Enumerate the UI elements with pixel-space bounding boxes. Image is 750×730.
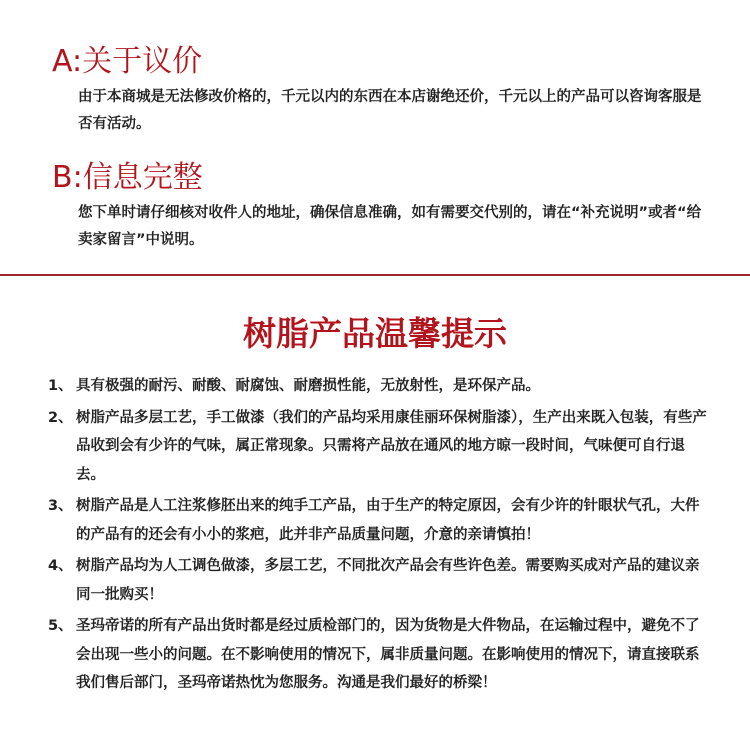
section-b-body: 您下单时请仔细核对收件人的地址，确保信息准确，如有需要交代别的，请在“补充说明”或者“给卖家留言”中说明。 bbox=[78, 205, 702, 248]
tip-number: 1、 bbox=[48, 378, 73, 394]
tip-text: 树脂产品是人工注浆修胚出来的纯手工产品，由于生产的特定原因，会有少许的针眼状气孔，大件的产品有的还会有小小的浆疤，此并非产品质量问题，介意的亲请慎拍！ bbox=[76, 498, 700, 543]
tip-item bbox=[48, 492, 708, 549]
tip-item bbox=[48, 612, 708, 698]
tip-text: 圣玛帝诺的所有产品出货时都是经过质检部门的，因为货物是大件物品，在运输过程中，避免不了会出现一些小的问题。在不影响使用的情况下，属非质量问题。在影响使用的情况下，请直接联系我们售后部门，圣玛帝诺热忱为您服务。沟通是我们最好的桥梁！ bbox=[76, 618, 700, 691]
tips-title: 树脂产品温馨提示 bbox=[243, 314, 507, 353]
tip-number: 4、 bbox=[48, 558, 73, 574]
section-complete-info bbox=[52, 160, 712, 254]
tips-list bbox=[48, 372, 708, 701]
tip-item bbox=[48, 404, 708, 490]
tip-item bbox=[48, 552, 708, 609]
tip-number: 5、 bbox=[48, 618, 73, 634]
tip-text: 树脂产品多层工艺，手工做漆（我们的产品均采用康佳丽环保树脂漆），生产出来既入包装，有些产品收到会有少许的气味，属正常现象。只需将产品放在通风的地方晾一段时间，气味便可自行退去。 bbox=[76, 409, 707, 483]
tip-text: 树脂产品均为人工调色做漆，多层工艺，不同批次产品会有些许色差。需要购买成对产品的建议亲同一批购买！ bbox=[76, 558, 700, 603]
tip-item bbox=[48, 372, 708, 401]
tip-number: 2、 bbox=[48, 409, 73, 426]
section-a-body: 由于本商城是无法修改价格的，千元以内的东西在本店谢绝还价，千元以上的产品可以咨询客服是否有活动。 bbox=[78, 89, 702, 132]
section-divider bbox=[0, 274, 750, 276]
tip-number: 3、 bbox=[48, 498, 73, 514]
tip-text: 具有极强的耐污、耐酸、耐腐蚀、耐磨损性能，无放射性，是环保产品。 bbox=[76, 378, 540, 394]
section-price-negotiation bbox=[52, 44, 712, 138]
section-b-title: B:信息完整 bbox=[52, 160, 203, 195]
section-a-title: A:关于议价 bbox=[52, 44, 203, 79]
